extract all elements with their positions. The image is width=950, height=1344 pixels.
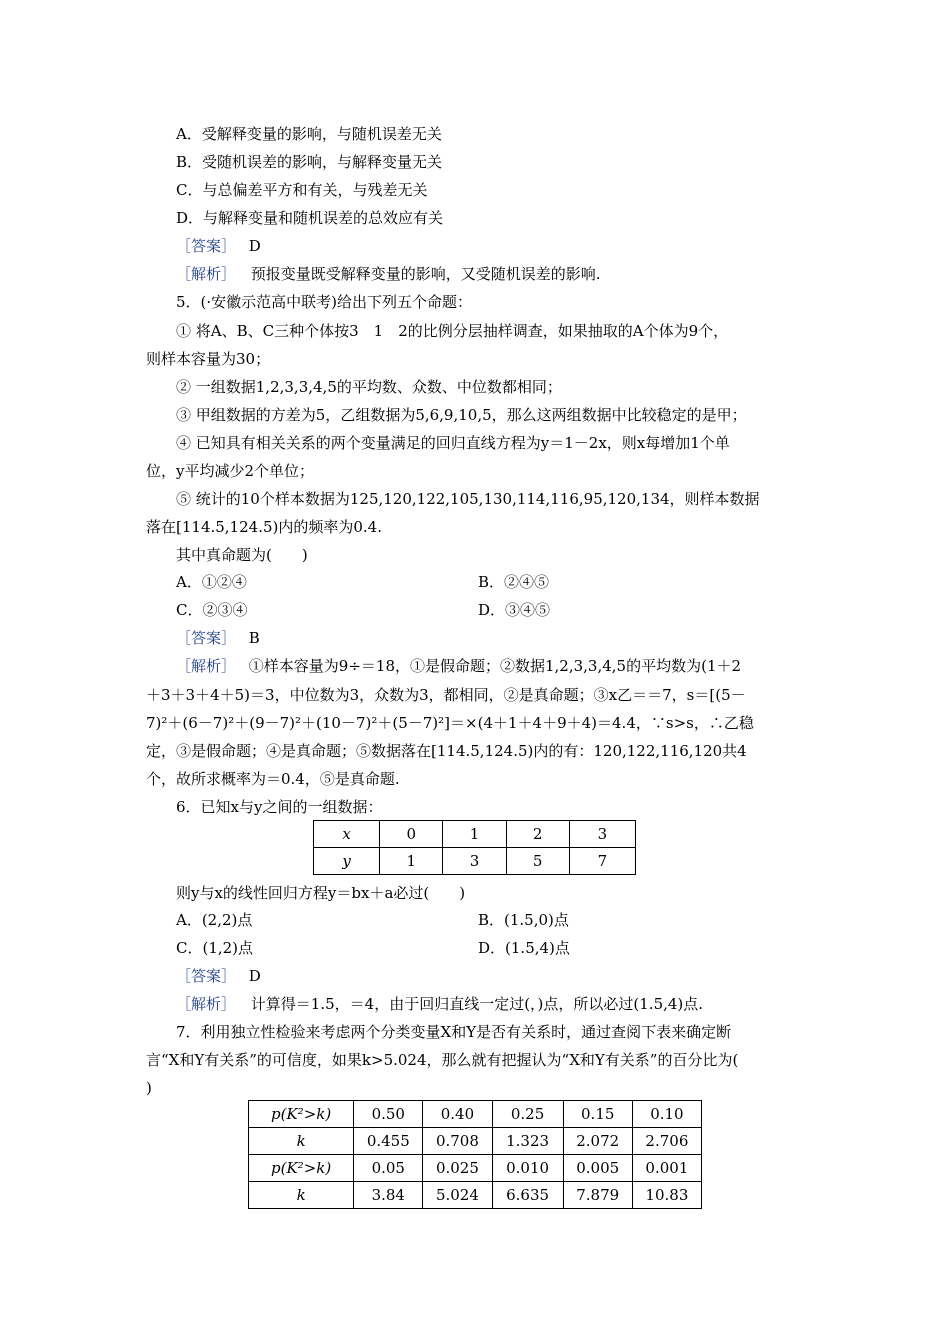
q6-stem: 6．已知x与y之间的一组数据： [176, 798, 383, 816]
table-cell: 3 [569, 821, 635, 848]
table-cell: 2.072 [563, 1128, 632, 1155]
table-row [249, 1128, 702, 1155]
table-row [249, 1182, 702, 1209]
table-cell: 3.84 [354, 1182, 423, 1209]
q6-option-a: A．(2,2)点 [176, 911, 253, 929]
answer-tag: ［答案］ [176, 237, 237, 255]
q5-prop2: ② 一组数据1,2,3,3,4,5的平均数、众数、中位数都相同； [176, 378, 562, 396]
table-cell: p(K²>k) [249, 1101, 354, 1128]
table-cell: 3 [443, 848, 506, 875]
q7-line2: 言“X和Y有关系”的可信度，如果k>5.024，那么就有把握认为“X和Y有关系”的百分比为( [146, 1051, 739, 1069]
table-cell: 0.50 [354, 1101, 423, 1128]
q5-option-a: A．①②④ [176, 573, 247, 591]
q4-answer [176, 236, 261, 256]
table-cell: 5 [506, 848, 569, 875]
q5-prop5-line1: ⑤ 统计的10个样本数据为125,120,122,105,130,114,116,95,120,134，则样本数据 [176, 490, 760, 508]
q7-line3: ) [146, 1079, 152, 1097]
q5-analysis-line4: 定，③是假命题；④是真命题；⑤数据落在[114.5,124.5)内的有：120,122,116,120共4 [146, 742, 747, 760]
q5-question: 其中真命题为( ) [176, 546, 308, 564]
table-cell: 1 [380, 848, 443, 875]
table-cell: 0.025 [423, 1155, 492, 1182]
table-cell: 0 [380, 821, 443, 848]
q4-analysis [176, 264, 601, 284]
table-row [314, 821, 636, 848]
q5-prop1-line1: ① 将A、B、C三种个体按3 1 2的比例分层抽样调查，如果抽取的A个体为9个， [176, 322, 729, 340]
q5-analysis-line3: 7)²＋(6－7)²＋(9－7)²＋(10－7)²＋(5－7)²]＝×(4＋1＋4＋9＋4)＝4.4，∵s>s，∴乙稳 [146, 714, 754, 732]
q5-stem: 5．(·安徽示范高中联考)给出下列五个命题： [176, 293, 473, 311]
q5-analysis-line1 [176, 656, 741, 676]
q6-analysis [176, 994, 703, 1014]
analysis-tag: ［解析］ [176, 265, 237, 283]
q6-answer [176, 966, 261, 986]
table-cell: p(K²>k) [249, 1155, 354, 1182]
q5-prop1-line2: 则样本容量为30； [146, 350, 271, 368]
table-row [249, 1101, 702, 1128]
table-cell: 0.005 [563, 1155, 632, 1182]
q6-question: 则y与x的线性回归方程y＝bx＋a必过( ) [176, 884, 466, 902]
table-cell: 0.10 [632, 1101, 701, 1128]
analysis-text: 预报变量既受解释变量的影响，又受随机误差的影响. [250, 265, 601, 283]
q4-option-b: B．受随机误差的影响，与解释变量无关 [176, 153, 443, 171]
answer-text: D [248, 237, 261, 255]
analysis-tag: ［解析］ [176, 657, 237, 675]
answer-tag: ［答案］ [176, 629, 237, 647]
q5-option-b: B．②④⑤ [478, 573, 550, 591]
table-cell: 1.323 [492, 1128, 563, 1155]
table-cell: 7 [569, 848, 635, 875]
table-row [249, 1155, 702, 1182]
table-cell: 0.455 [354, 1128, 423, 1155]
q5-prop4-line2: 位，y平均减少2个单位； [146, 462, 315, 480]
table-row [314, 848, 636, 875]
table-cell: y [314, 848, 380, 875]
table-cell: 2 [506, 821, 569, 848]
q5-prop3: ③ 甲组数据的方差为5，乙组数据为5,6,9,10,5，那么这两组数据中比较稳定的是甲； [176, 406, 747, 424]
table-cell: k [249, 1128, 354, 1155]
table-cell: 0.010 [492, 1155, 563, 1182]
table-cell: 6.635 [492, 1182, 563, 1209]
q6-option-b: B．(1.5,0)点 [478, 911, 569, 929]
q4-option-d: D．与解释变量和随机误差的总效应有关 [176, 209, 444, 227]
table-cell: 10.83 [632, 1182, 701, 1209]
q5-analysis-line2: ＋3＋3＋4＋5)＝3，中位数为3，众数为3，都相同，②是真命题；③x乙＝＝7，s＝[(5－ [146, 686, 746, 704]
table-cell: 7.879 [563, 1182, 632, 1209]
answer-text: B [248, 629, 260, 647]
q7-line1: 7．利用独立性检验来考虑两个分类变量X和Y是否有关系时，通过查阅下表来确定断 [176, 1023, 732, 1041]
table-cell: 0.25 [492, 1101, 563, 1128]
table-cell: k [249, 1182, 354, 1209]
table-cell: 5.024 [423, 1182, 492, 1209]
q5-answer [176, 628, 260, 648]
q6-data-table [313, 820, 636, 875]
q5-analysis-line5: 个，故所求概率为＝0.4，⑤是真命题. [146, 770, 400, 788]
analysis-tag: ［解析］ [176, 995, 237, 1013]
answer-tag: ［答案］ [176, 967, 237, 985]
q6-option-d: D．(1.5,4)点 [478, 939, 570, 957]
analysis-text: ①样本容量为9÷＝18，①是假命题；②数据1,2,3,3,4,5的平均数为(1＋2 [248, 657, 742, 675]
q5-option-d: D．③④⑤ [478, 601, 551, 619]
table-cell: 0.708 [423, 1128, 492, 1155]
q6-option-c: C．(1,2)点 [176, 939, 254, 957]
table-cell: 0.15 [563, 1101, 632, 1128]
q5-option-c: C．②③④ [176, 601, 248, 619]
table-cell: 0.001 [632, 1155, 701, 1182]
q5-prop5-line2: 落在[114.5,124.5)内的频率为0.4. [146, 518, 382, 536]
table-cell: 0.40 [423, 1101, 492, 1128]
answer-text: D [248, 967, 261, 985]
analysis-text: 计算得＝1.5，＝4，由于回归直线一定过(，)点，所以必过(1.5,4)点. [250, 995, 704, 1013]
table-cell: 0.05 [354, 1155, 423, 1182]
q5-prop4-line1: ④ 已知具有相关关系的两个变量满足的回归直线方程为y＝1－2x，则x每增加1个单 [176, 434, 730, 452]
q7-critical-value-table [248, 1100, 702, 1209]
table-cell: 1 [443, 821, 506, 848]
q4-option-a: A．受解释变量的影响，与随机误差无关 [176, 125, 442, 143]
q4-option-c: C．与总偏差平方和有关，与残差无关 [176, 181, 428, 199]
table-cell: 2.706 [632, 1128, 701, 1155]
table-cell: x [314, 821, 380, 848]
